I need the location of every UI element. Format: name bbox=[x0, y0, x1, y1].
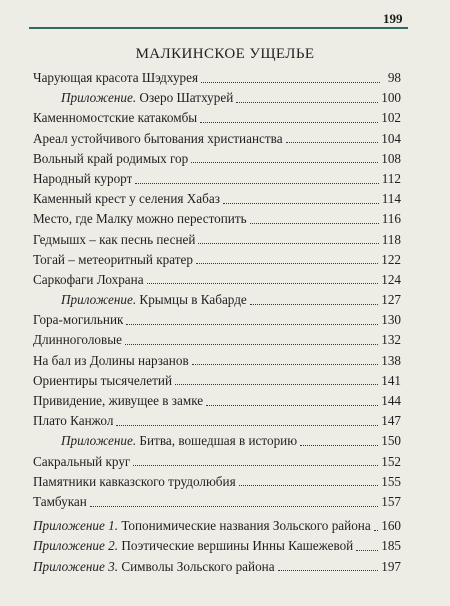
toc-entry-text: Символы Зольского района bbox=[118, 558, 275, 574]
toc-entry bbox=[33, 351, 401, 371]
toc-entry bbox=[33, 557, 401, 577]
dot-leader bbox=[239, 485, 379, 486]
dot-leader bbox=[278, 570, 379, 571]
toc-entry-page: 130 bbox=[381, 312, 401, 328]
toc-entry-text: Крымцы в Кабарде bbox=[136, 292, 247, 308]
toc-entry-title bbox=[33, 250, 193, 270]
toc-entry-page: 114 bbox=[381, 191, 401, 207]
toc-entry-page: 150 bbox=[381, 433, 401, 449]
toc-entry-title bbox=[33, 149, 188, 169]
toc-entry-title bbox=[33, 88, 233, 108]
dot-leader bbox=[236, 102, 378, 103]
toc-entry-title bbox=[33, 108, 197, 128]
toc-entry-title bbox=[33, 411, 113, 431]
toc-entry bbox=[33, 230, 401, 250]
toc-entry-title bbox=[33, 557, 275, 577]
dot-leader bbox=[135, 183, 378, 184]
toc-entry-text: Саркофаги Лохрана bbox=[33, 271, 144, 287]
dot-leader bbox=[116, 425, 378, 426]
dot-leader bbox=[125, 344, 378, 345]
toc-entry-page: 197 bbox=[381, 558, 401, 574]
toc-entry bbox=[33, 411, 401, 431]
toc-entry-text: Сакральный круг bbox=[33, 453, 131, 469]
toc-entry-page: 157 bbox=[381, 493, 401, 509]
toc-entry-title bbox=[33, 492, 87, 512]
toc-entry bbox=[33, 472, 401, 492]
dot-leader bbox=[223, 203, 379, 204]
toc-entry-text: Памятники кавказского трудолюбия bbox=[33, 473, 236, 489]
toc-entry-page: 124 bbox=[381, 271, 401, 287]
toc-entry-title bbox=[33, 371, 172, 391]
toc-entry-text: Плато Канжол bbox=[33, 413, 114, 429]
toc-entry bbox=[33, 209, 401, 229]
toc-entry-title bbox=[33, 270, 144, 290]
toc-entry-prefix: Приложение 1. bbox=[33, 518, 119, 534]
toc-entry-page: 112 bbox=[381, 170, 401, 186]
toc-entry-text: Народный курорт bbox=[33, 170, 133, 186]
toc-entry-title bbox=[33, 516, 371, 536]
toc-entry-title bbox=[33, 351, 189, 371]
toc-entry-title bbox=[33, 310, 123, 330]
toc-entry bbox=[33, 452, 401, 472]
dot-leader bbox=[191, 162, 378, 163]
toc-entry-page: 100 bbox=[381, 90, 401, 106]
toc-entry-prefix: Приложение. bbox=[61, 90, 137, 106]
toc-entry bbox=[33, 270, 401, 290]
toc-entry bbox=[33, 68, 401, 88]
toc-entry bbox=[33, 310, 401, 330]
table-of-contents bbox=[33, 68, 401, 577]
toc-entry-page: 185 bbox=[381, 538, 401, 554]
toc-entry-title bbox=[33, 391, 203, 411]
dot-leader bbox=[201, 82, 380, 83]
toc-entry-page: 160 bbox=[381, 518, 401, 534]
toc-entry-title bbox=[33, 209, 247, 229]
dot-leader bbox=[133, 465, 378, 466]
dot-leader bbox=[286, 142, 379, 143]
toc-entry-title bbox=[33, 472, 236, 492]
toc-entry-text: На бал из Долины нарзанов bbox=[33, 352, 189, 368]
toc-entry-page: 132 bbox=[381, 332, 401, 348]
dot-leader bbox=[90, 506, 378, 507]
toc-entry-title bbox=[33, 68, 198, 88]
toc-entry-text: Чарующая красота Шэдхурея bbox=[33, 70, 199, 85]
toc-entry bbox=[33, 189, 401, 209]
toc-entry-title bbox=[33, 129, 283, 149]
toc-entry-text: Ориентиры тысячелетий bbox=[33, 372, 172, 388]
toc-entry bbox=[33, 391, 401, 411]
toc-entry-text: Ареал устойчивого бытования христианства bbox=[33, 130, 283, 146]
toc-entry-page: 108 bbox=[381, 150, 401, 166]
toc-entry-page: 141 bbox=[381, 372, 401, 388]
toc-entry-page: 104 bbox=[381, 130, 401, 146]
toc-entry bbox=[33, 330, 401, 350]
toc-entry-title bbox=[33, 230, 195, 250]
toc-entry-title bbox=[33, 431, 297, 451]
toc-entry-title bbox=[33, 452, 130, 472]
dot-leader bbox=[175, 384, 378, 385]
toc-entry-prefix: Приложение 2. bbox=[33, 538, 119, 554]
toc-entry-prefix: Приложение 3. bbox=[33, 558, 119, 574]
dot-leader bbox=[250, 223, 379, 224]
toc-entry bbox=[33, 431, 401, 451]
dot-leader bbox=[196, 263, 378, 264]
toc-entry-text: Гедмышх – как песнь песней bbox=[33, 231, 196, 247]
toc-entry-text: Каменный крест у селения Хабаз bbox=[33, 191, 220, 207]
toc-entry-text: Озеро Шатхурей bbox=[136, 90, 234, 106]
toc-entry bbox=[33, 516, 401, 536]
dot-leader bbox=[250, 304, 378, 305]
toc-entry-page: 116 bbox=[381, 211, 401, 227]
toc-entry bbox=[33, 371, 401, 391]
dot-leader bbox=[147, 283, 379, 284]
toc-entry bbox=[33, 492, 401, 512]
dot-leader bbox=[300, 445, 378, 446]
toc-entry-page: 155 bbox=[381, 473, 401, 489]
toc-entry-prefix: Приложение. bbox=[61, 292, 137, 308]
toc-entry-page: 144 bbox=[381, 393, 401, 408]
dot-leader bbox=[126, 324, 378, 325]
dot-leader bbox=[192, 364, 379, 365]
toc-entry-title bbox=[33, 189, 220, 209]
toc-entry-page: 147 bbox=[381, 413, 401, 429]
toc-entry-page: 152 bbox=[381, 453, 401, 469]
toc-entry bbox=[33, 290, 401, 310]
toc-entry bbox=[33, 88, 401, 108]
section-heading: МАЛКИНСКОЕ УЩЕЛЬЕ bbox=[135, 46, 315, 62]
toc-entry-text: Длинноголовые bbox=[33, 332, 122, 348]
toc-entry-text: Битва, вошедшая в историю bbox=[136, 433, 298, 449]
toc-entry bbox=[33, 250, 401, 270]
toc-entry-page: 122 bbox=[381, 251, 401, 267]
dot-leader bbox=[356, 550, 378, 551]
toc-entry-text: Гора-могильник bbox=[33, 312, 124, 328]
toc-entry-title bbox=[33, 330, 122, 350]
toc-entry bbox=[33, 149, 401, 169]
toc-entry-text: Топонимические названия Зольского района bbox=[118, 518, 371, 534]
toc-entry-prefix: Приложение. bbox=[61, 433, 137, 449]
toc-entry-page: 102 bbox=[381, 110, 401, 126]
toc-entry-page: 118 bbox=[381, 231, 401, 247]
toc-entry-title bbox=[33, 536, 353, 556]
toc-entry-text: Каменномостские катакомбы bbox=[33, 110, 198, 126]
toc-entry-title bbox=[33, 169, 132, 189]
toc-entry-text: Тогай – метеоритный кратер bbox=[33, 251, 193, 267]
dot-leader bbox=[198, 243, 378, 244]
page-number: 199 bbox=[383, 11, 403, 26]
toc-entry bbox=[33, 536, 401, 556]
header-rule bbox=[29, 27, 408, 29]
toc-entry bbox=[33, 169, 401, 189]
toc-entry-page: 98 bbox=[387, 70, 401, 85]
toc-entry-text: Место, где Малку можно перестопить bbox=[33, 211, 247, 227]
toc-entry-text: Вольный край родимых гор bbox=[33, 150, 189, 166]
dot-leader bbox=[206, 405, 378, 406]
toc-entry bbox=[33, 108, 401, 128]
toc-entry-text: Привидение, живущее в замке bbox=[33, 393, 204, 408]
toc-entry-page: 138 bbox=[381, 352, 401, 368]
dot-leader bbox=[200, 122, 378, 123]
toc-entry bbox=[33, 129, 401, 149]
toc-entry-text: Тамбукан bbox=[33, 493, 87, 509]
dot-leader bbox=[374, 530, 379, 531]
toc-entry-title bbox=[33, 290, 247, 310]
toc-entry-text: Поэтические вершины Инны Кашежевой bbox=[118, 538, 354, 554]
toc-entry-page: 127 bbox=[381, 292, 401, 308]
